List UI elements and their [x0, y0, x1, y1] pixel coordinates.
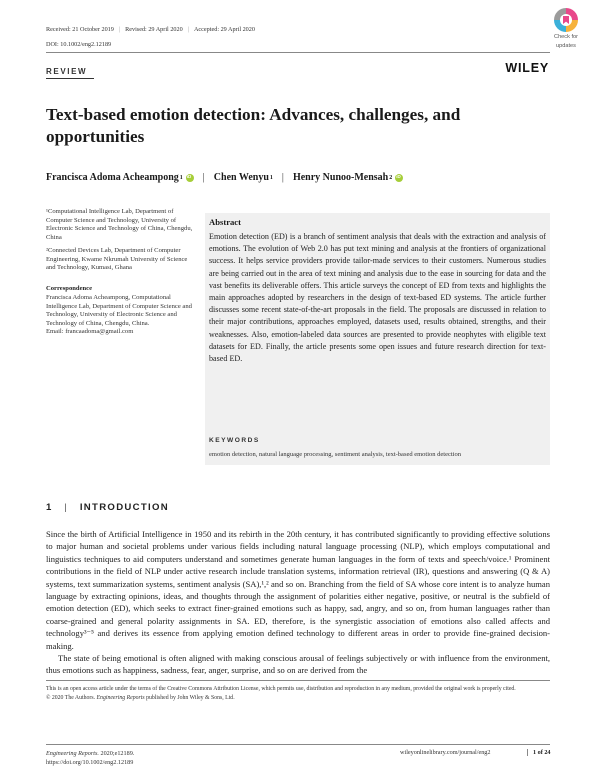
affiliation-1: ¹Computational Intelligence Lab, Department of Computer Science and Technology, University of Electronic Science and Technology of China, Chengdu, China — [46, 208, 193, 241]
journal-doi-link[interactable]: https://doi.org/10.1002/eng2.12189 — [46, 759, 134, 766]
license-text: This is an open access article under the terms of the Creative Commons Attribution License, which permits use, distribution and reproduction in any medium, provided the original work is properly cited. — [46, 686, 516, 692]
author-affiliation-mark: 1 — [269, 174, 273, 181]
journal-name: Engineering Reports. — [46, 750, 99, 757]
publisher-logo: WILEY — [505, 61, 549, 75]
keywords-heading: KEYWORDS — [209, 437, 260, 444]
paragraph: The state of being emotional is often aligned with making conscious arousal of feelings subjectively or with influence from the environment, thus emotions such as happiness, sadness, fear, anger, surprise, and so on are derived from the — [46, 653, 550, 676]
author-name[interactable]: Henry Nunoo-Mensah — [292, 172, 389, 183]
footnote-divider — [46, 680, 550, 681]
license-notice — [46, 685, 550, 702]
section-separator: | — [64, 502, 67, 513]
footer-divider — [46, 744, 550, 745]
doi[interactable]: DOI: 10.1002/eng2.12189 — [46, 41, 112, 48]
correspondence-address: Francisca Adoma Acheampong, Computational Intelligence Lab, Department of Computer Science and Technology, University of Electronic Science and Technology of China, Chengdu, China. — [46, 294, 192, 327]
paragraph: Since the birth of Artificial Intelligence in 1950 and its rebirth in the 20th century, it has contributed significantly to providing effective solutions to major human and societal problems under various fields including natural language processing (NLP), which employs computational and linguistics techniques to aid computers understand and sometimes generate human languages in the form of texts and speech/voice.¹ Prominent contributions in the field of NLP under active research include translation systems, information retrieval (IR), questions and answering (Q & A) systems, text summarization systems, sentiment analysis (SA),¹,² and so on. Branching from the field of SA whose core intent is to analyze human language by extracting opinions, ideas, and thoughts through the assignment of polarities either negative, positive, or neutral is the subfield of emotion detection (ED), which seeks to extract finer-grained emotions such as happy, sad, angry, and so on, from human languages rather than coarse-grained and general polarity assignments in SA. ED, therefore, is the synergistic association of emotions also called affects and technology³⁻⁵ and derives its essence from applying emotion defined technology to different areas in order to provide fine-grained decision-making. — [46, 529, 550, 651]
author-affiliation-mark: 1 — [179, 174, 183, 181]
revised-date: Revised: 29 April 2020 — [125, 26, 183, 33]
crossmark-label-2: updates — [556, 42, 576, 49]
author-name[interactable]: Chen Wenyu — [213, 172, 269, 183]
page-number: 1 of 24 — [527, 749, 551, 756]
crossmark-icon — [554, 8, 578, 32]
crossmark-badge[interactable] — [546, 8, 586, 52]
orcid-icon[interactable] — [186, 174, 194, 182]
author-affiliation-mark: 2 — [389, 174, 393, 181]
accepted-date: Accepted: 29 April 2020 — [193, 26, 255, 33]
abstract-text: Emotion detection (ED) is a branch of sentiment analysis that deals with the extraction and analysis of emotions. The evolution of Web 2.0 has put text mining and analysis at the frontiers of organizational success. It helps service providers provide tailor-made services to their customers. Numerous studies are being carried out in the area of text mining and analysis due to the ease in sourcing for data and the vast benefits its deliverable offers. This article surveys the concept of ED from texts and highlights the main approaches adopted by researchers in the design of text-based ED systems. The article further discusses some recent state-of-the-art proposals in the field. The proposals are discussed in relation to their major contributions, approaches employed, datasets used, results obtained, strengths, and their weaknesses. Also, emotion-labeled data sources are presented to provide neophytes with eligible text datasets for ED. Finally, the article presents some open issues and future research direction for text-based ED. — [209, 232, 546, 364]
date-separator: | — [187, 26, 189, 33]
body-text — [46, 528, 550, 677]
copyright-prefix: © 2020 The Authors. — [46, 694, 97, 701]
received-date: Received: 21 October 2019 — [46, 26, 114, 33]
copyright-journal: Engineering Reports — [96, 694, 145, 701]
copyright-line — [46, 694, 550, 703]
abstract-heading: Abstract — [209, 217, 241, 227]
section-label-underline — [46, 78, 94, 79]
article-dates — [46, 26, 255, 33]
correspondence-email[interactable]: Email: francaadoma@gmail.com — [46, 328, 134, 335]
affiliations — [46, 208, 196, 337]
author-separator: | — [202, 172, 205, 183]
section-label: REVIEW — [46, 67, 88, 76]
wiley-url-link[interactable]: wileyonlinelibrary.com/journal/eng2 — [400, 749, 491, 756]
author-separator: | — [281, 172, 284, 183]
section-heading — [46, 502, 169, 513]
journal-volume: 2020;e12189. — [98, 750, 135, 757]
affiliation-2: ²Connected Devices Lab, Department of Computer Engineering, Kwame Nkrumah University of Science and Technology, Kumasi, Ghana — [46, 247, 188, 271]
header-divider — [46, 52, 550, 53]
crossmark-label-1: Check for — [554, 34, 578, 40]
copyright-suffix: published by John Wiley & Sons, Ltd. — [144, 694, 235, 701]
author-list — [46, 172, 403, 183]
author-name[interactable]: Francisca Adoma Acheampong — [46, 172, 179, 183]
section-title: INTRODUCTION — [79, 502, 169, 513]
date-separator: | — [118, 26, 121, 33]
keywords-list: emotion detection, natural language processing, sentiment analysis, text-based emotion detection — [209, 451, 461, 458]
journal-reference — [46, 749, 134, 767]
journal-citation — [46, 749, 134, 758]
correspondence-heading: Correspondence — [46, 284, 93, 292]
article-title: Text-based emotion detection: Advances, challenges, and opportunities — [46, 105, 461, 146]
orcid-icon[interactable] — [395, 174, 403, 182]
section-number: 1 — [46, 502, 52, 513]
